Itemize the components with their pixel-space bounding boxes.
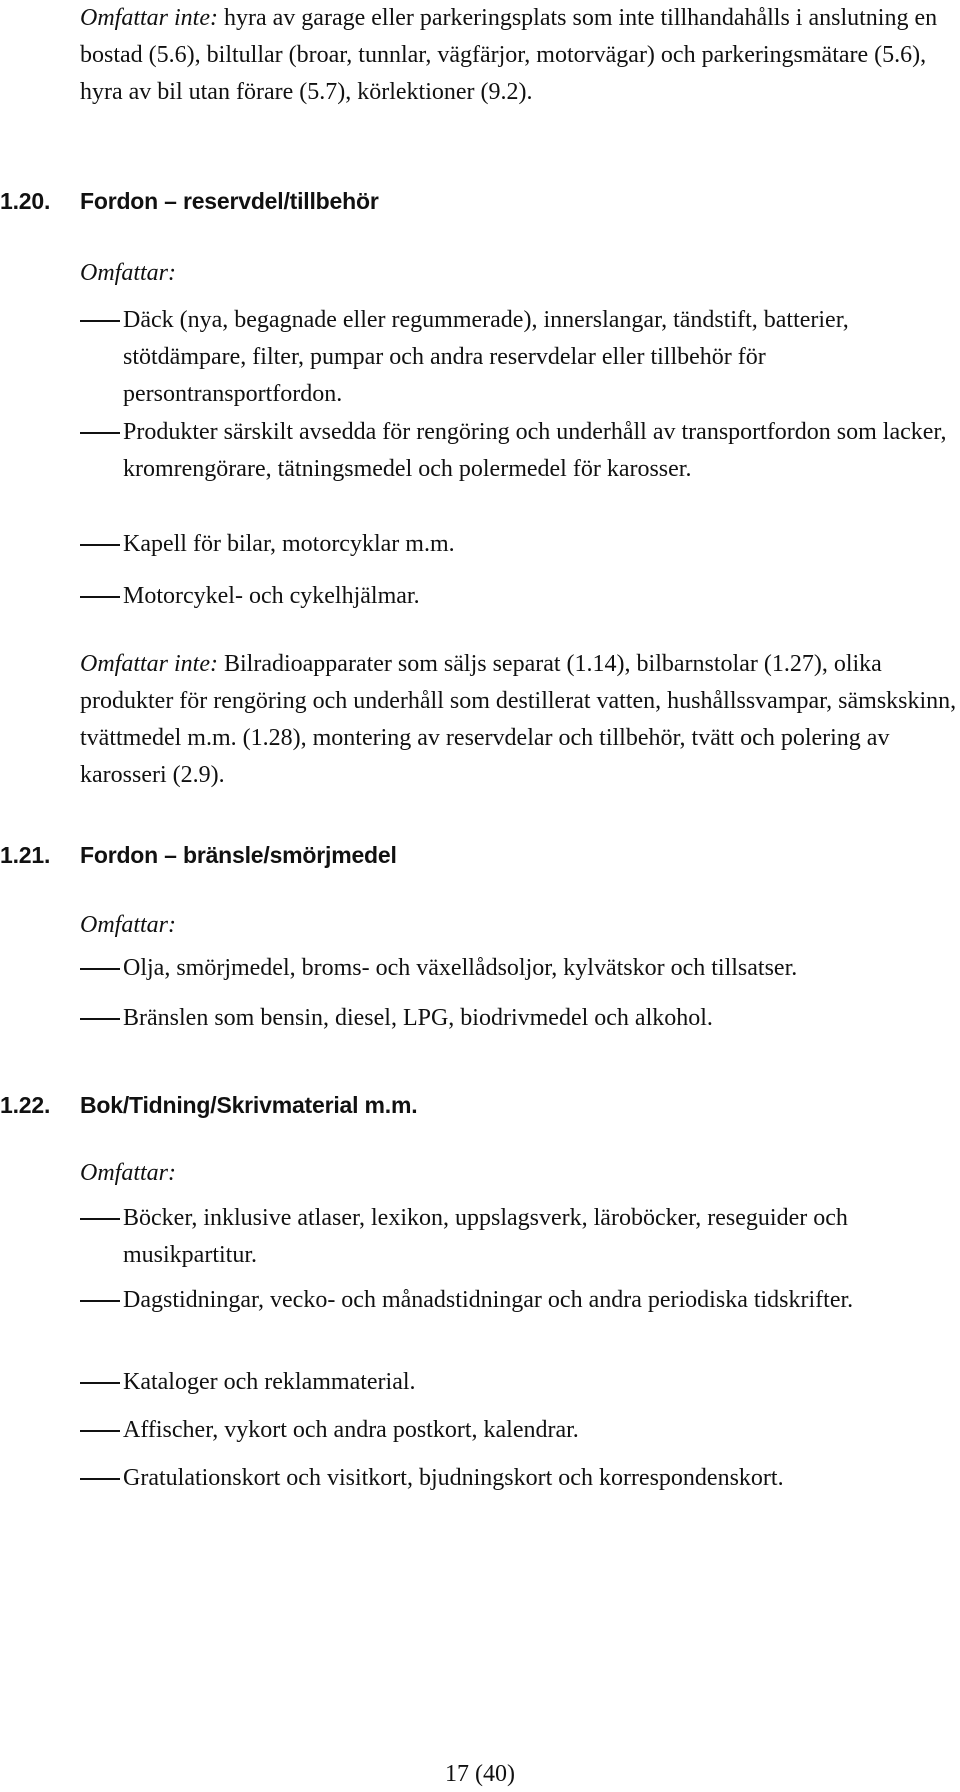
section-number: 1.22. [0, 1092, 51, 1118]
list-item-text: Bränslen som bensin, diesel, LPG, biodrivmedel och alkohol. [123, 1005, 713, 1031]
list-item [80, 414, 960, 488]
dash-bullet-icon [80, 1018, 120, 1020]
dash-bullet-icon [80, 320, 120, 322]
dash-bullet-icon [80, 1300, 120, 1302]
list-item [80, 1000, 960, 1037]
section-excludes-label: Omfattar inte: [80, 651, 218, 677]
intro-excludes-label: Omfattar inte: [80, 5, 218, 31]
list-item [80, 578, 960, 615]
section-excludes-paragraph [80, 646, 960, 794]
dash-bullet-icon [80, 432, 120, 434]
list-item [80, 1364, 960, 1401]
dash-bullet-icon [80, 544, 120, 546]
dash-bullet-icon [80, 1382, 120, 1384]
section-includes-label: Omfattar: [80, 260, 176, 286]
section-includes-label: Omfattar: [80, 912, 176, 938]
list-item-text: Affischer, vykort och andra postkort, kalendrar. [123, 1417, 579, 1443]
list-item-text: Dagstidningar, vecko- och månadstidningar och andra periodiska tidskrifter. [123, 1287, 854, 1313]
section-title: Fordon – bränsle/smörjmedel [80, 842, 397, 868]
dash-bullet-icon [80, 1218, 120, 1220]
list-item [80, 1200, 960, 1274]
list-item [80, 1282, 960, 1319]
section-excludes-text: Bilradioapparater som säljs separat (1.14), bilbarnstolar (1.27), olika produkter för rengöring och underhåll som destillerat vatten, hushållssvampar, sämskskinn, tvättmedel m.m. (1.28), montering av reservdelar och tillbehör, tvätt och polering av karosseri (2.9). [80, 651, 957, 788]
intro-paragraph [80, 0, 960, 111]
list-item [80, 950, 960, 987]
section-number: 1.20. [0, 188, 51, 214]
section-title: Fordon – reservdel/tillbehör [80, 188, 379, 214]
dash-bullet-icon [80, 968, 120, 970]
dash-bullet-icon [80, 1478, 120, 1480]
section-heading-1-21 [0, 840, 397, 870]
list-item [80, 302, 960, 413]
section-heading-1-20 [0, 186, 379, 216]
list-item-text: Däck (nya, begagnade eller regummerade), innerslangar, tändstift, batterier, stötdämpare, filter, pumpar och andra reservdelar eller tillbehör för persontransportfordon. [123, 307, 849, 407]
list-item-text: Gratulationskort och visitkort, bjudningskort och korrespondenskort. [123, 1465, 784, 1491]
dash-bullet-icon [80, 596, 120, 598]
section-includes-label: Omfattar: [80, 1160, 176, 1186]
list-item [80, 1412, 960, 1449]
list-item-text: Motorcykel- och cykelhjälmar. [123, 583, 420, 609]
list-item-text: Kapell för bilar, motorcyklar m.m. [123, 531, 455, 557]
list-item-text: Olja, smörjmedel, broms- och växellådsoljor, kylvätskor och tillsatser. [123, 955, 798, 981]
dash-bullet-icon [80, 1430, 120, 1432]
section-title: Bok/Tidning/Skrivmaterial m.m. [80, 1092, 418, 1118]
intro-excludes-text: hyra av garage eller parkeringsplats som inte tillhandahålls i anslutning en bostad (5.6), biltullar (broar, tunnlar, vägfärjor, motorvägar) och parkeringsmätare (5.6), hyra av bil utan förare (5.7), körlektioner (9.2). [80, 5, 938, 105]
section-number: 1.21. [0, 842, 51, 868]
list-item-text: Böcker, inklusive atlaser, lexikon, uppslagsverk, läroböcker, reseguider och musikpartitur. [123, 1205, 848, 1268]
list-item [80, 1460, 960, 1497]
list-item-text: Produkter särskilt avsedda för rengöring och underhåll av transportfordon som lacker, kromrengörare, tätningsmedel och polermedel för karosser. [123, 419, 947, 482]
section-heading-1-22 [0, 1090, 417, 1120]
list-item [80, 526, 960, 563]
list-item-text: Kataloger och reklammaterial. [123, 1369, 416, 1395]
page-number: 17 (40) [445, 1761, 515, 1787]
